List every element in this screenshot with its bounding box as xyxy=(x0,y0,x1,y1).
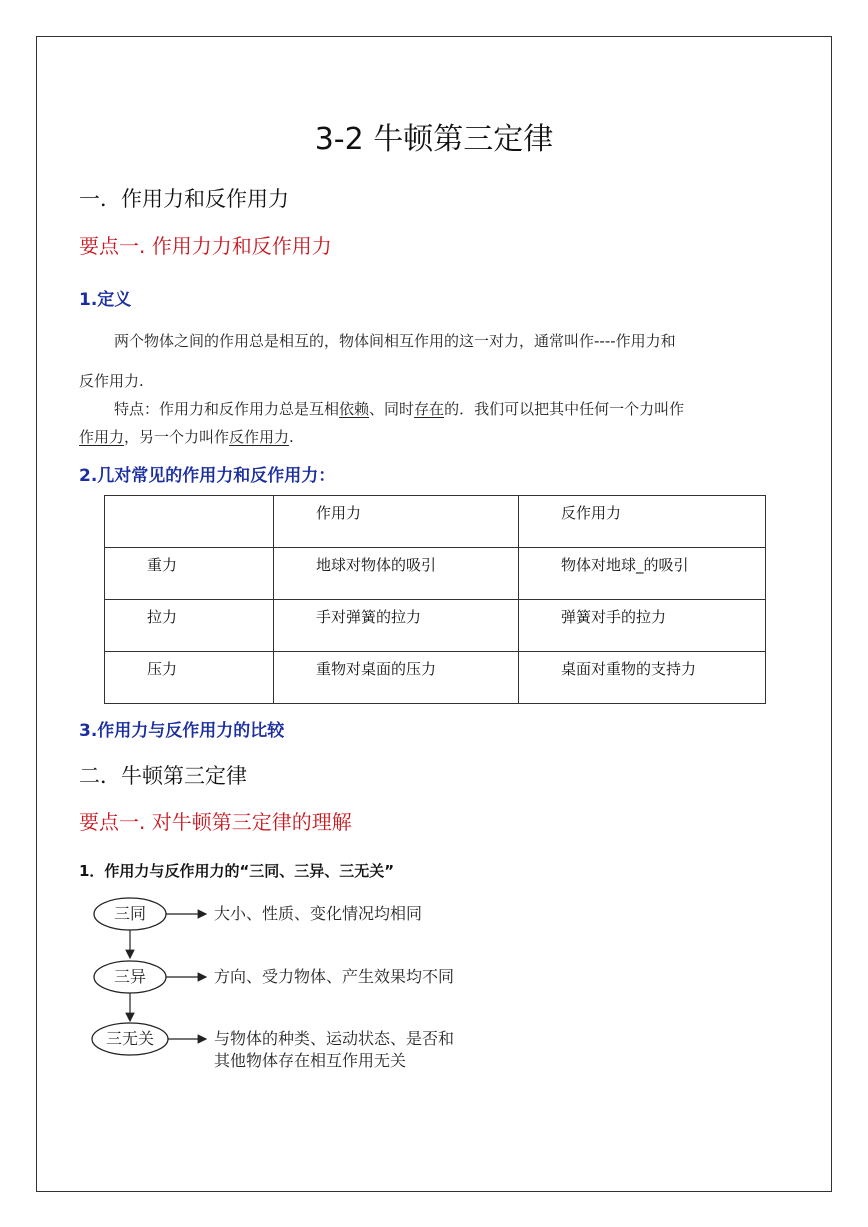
node-desc-1: 大小、性质、变化情况均相同 xyxy=(214,904,423,923)
section-heading-2: 二．牛顿第三定律 xyxy=(79,764,247,788)
node-label-2: 三异 xyxy=(113,967,147,986)
key-point-heading-1: 要点一. 作用力力和反作用力 xyxy=(79,234,332,258)
page-title: 3-2 牛顿第三定律 xyxy=(314,122,554,157)
common-pairs-heading: 2.几对常见的作用力和反作用力： xyxy=(79,466,336,486)
node-label-1: 三同 xyxy=(113,904,147,923)
features-blank-3: 作用力 xyxy=(79,428,125,446)
features-text: . xyxy=(289,428,294,446)
table-cell: 手对弹簧的拉力 xyxy=(274,600,519,652)
table-cell xyxy=(105,496,274,548)
node-desc-2: 方向、受力物体、产生效果均不同 xyxy=(214,967,455,986)
table-row xyxy=(105,652,766,704)
table-cell: 重力 xyxy=(105,548,274,600)
features-blank-4: 反作用力 xyxy=(229,428,290,446)
key-point-heading-2: 要点一. 对牛顿第三定律的理解 xyxy=(79,810,352,834)
features-line-1 xyxy=(114,398,684,419)
table-cell: 物体对地球_的吸引 xyxy=(519,548,766,600)
table-cell: 弹簧对手的拉力 xyxy=(519,600,766,652)
table-row xyxy=(105,600,766,652)
item-heading-1: 1．作用力与反作用力的“三同、三异、三无关” xyxy=(79,862,395,880)
features-text: ，另一个力叫作 xyxy=(124,428,230,446)
definition-heading: 1.定义 xyxy=(79,290,132,310)
definition-line-2: 反作用力. xyxy=(79,372,144,390)
features-text: 、同时 xyxy=(369,400,415,418)
node-desc-3-line-2: 其他物体存在相互作用无关 xyxy=(214,1051,407,1070)
node-label-3: 三无关 xyxy=(105,1029,155,1048)
force-pairs-table xyxy=(104,495,766,704)
table-cell: 压力 xyxy=(105,652,274,704)
table-header-cell: 作用力 xyxy=(274,496,519,548)
table-row xyxy=(105,548,766,600)
table-cell: 地球对物体的吸引 xyxy=(274,548,519,600)
table-header-row xyxy=(105,496,766,548)
features-blank-1: 依赖 xyxy=(339,400,370,418)
table-header-cell: 反作用力 xyxy=(519,496,766,548)
section-heading-1: 一．作用力和反作用力 xyxy=(79,187,289,211)
three-relations-diagram xyxy=(90,890,510,1075)
features-line-2 xyxy=(79,426,294,447)
features-blank-2: 存在 xyxy=(414,400,445,418)
node-desc-3: 与物体的种类、运动状态、是否和 xyxy=(214,1029,455,1048)
features-text: 的．我们可以把其中任何一个力叫作 xyxy=(444,400,685,418)
comparison-heading: 3.作用力与反作用力的比较 xyxy=(79,721,285,741)
features-text: 特点：作用力和反作用力总是互相 xyxy=(114,400,340,418)
table-cell: 重物对桌面的压力 xyxy=(274,652,519,704)
table-cell: 桌面对重物的支持力 xyxy=(519,652,766,704)
table-cell: 拉力 xyxy=(105,600,274,652)
definition-line-1: 两个物体之间的作用总是相互的，物体间相互作用的这一对力，通常叫作----作用力和 xyxy=(114,332,676,350)
